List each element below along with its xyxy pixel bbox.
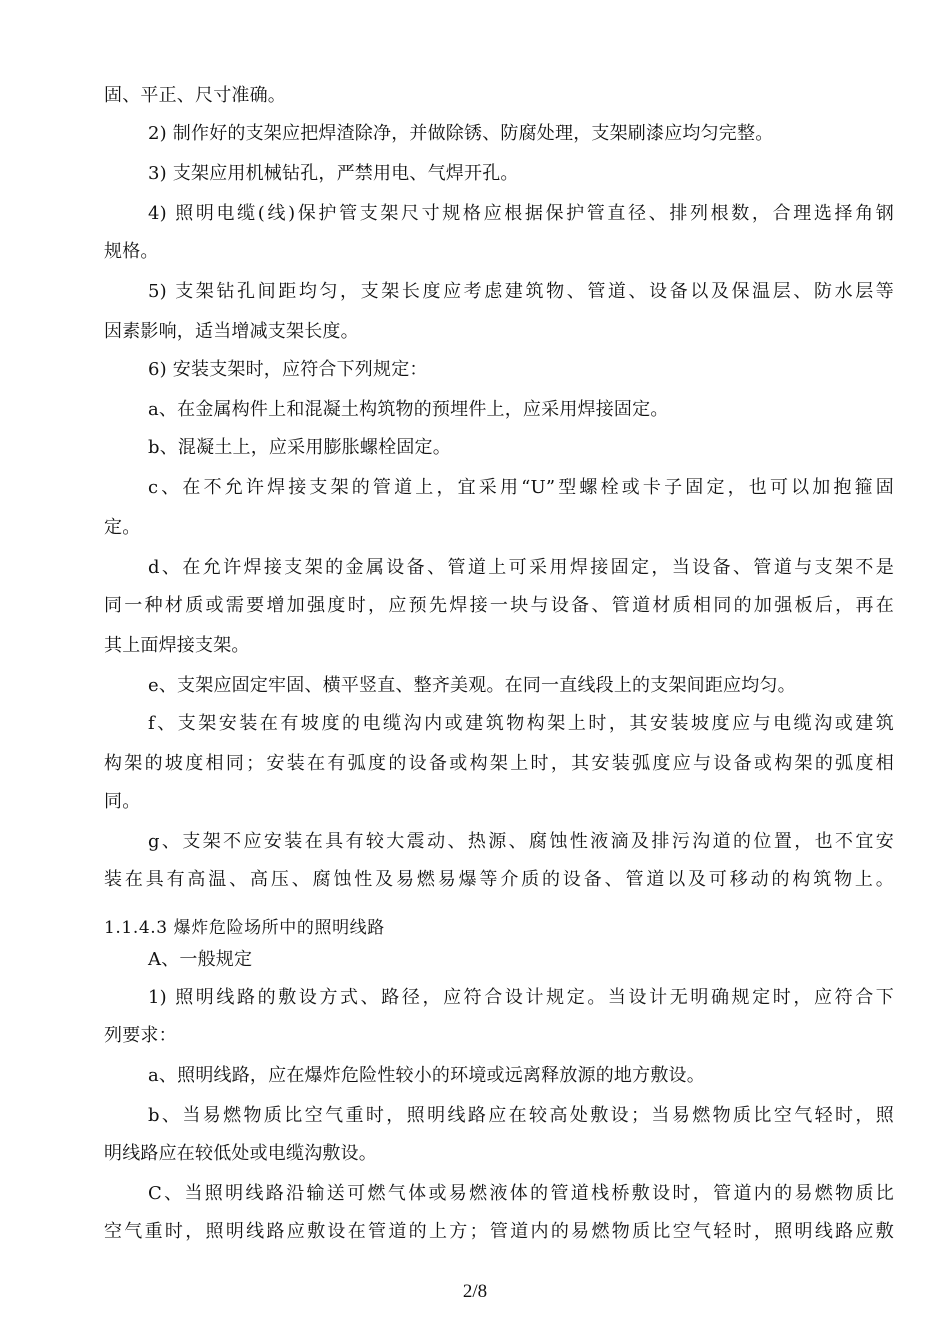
- text-line: 构架的坡度相同；安装在有弧度的设备或构架上时，其安装弧度应与设备或构架的弧度相: [104, 753, 894, 774]
- text-line: 3) 支架应用机械钻孔，严禁用电、气焊开孔。: [148, 163, 519, 184]
- text-line: c、在不允许焊接支架的管道上，宜采用“U”型螺栓或卡子固定，也可以加抱箍固: [148, 477, 894, 498]
- text-line: 空气重时，照明线路应敷设在管道的上方；管道内的易燃物质比空气轻时，照明线路应敷: [104, 1221, 894, 1242]
- text-line: 规格。: [104, 241, 159, 262]
- text-line: g、支架不应安装在具有较大震动、热源、腐蚀性液滴及排污沟道的位置，也不宜安: [148, 831, 894, 852]
- text-line: e、支架应固定牢固、横平竖直、整齐美观。在同一直线段上的支架间距应均匀。: [148, 675, 796, 696]
- text-line: d、在允许焊接支架的金属设备、管道上可采用焊接固定，当设备、管道与支架不是: [148, 557, 894, 578]
- text-line: 定。: [104, 517, 141, 538]
- text-line: 同。: [104, 791, 141, 812]
- text-line: 明线路应在较低处或电缆沟敷设。: [104, 1143, 377, 1164]
- text-line: 其上面焊接支架。: [104, 635, 250, 656]
- text-line: 同一种材质或需要增加强度时，应预先焊接一块与设备、管道材质相同的加强板后，再在: [104, 595, 894, 616]
- text-line: b、混凝土上，应采用膨胀螺栓固定。: [148, 437, 451, 458]
- text-line: 列要求：: [104, 1025, 177, 1046]
- text-line: 因素影响，适当增减支架长度。: [104, 321, 359, 342]
- text-line: 1) 照明线路的敷设方式、路径，应符合设计规定。当设计无明确规定时，应符合下: [148, 987, 894, 1008]
- text-line: f、支架安装在有坡度的电缆沟内或建筑物构架上时，其安装坡度应与电缆沟或建筑: [148, 713, 894, 734]
- text-line: 装在具有高温、高压、腐蚀性及易燃易爆等介质的设备、管道以及可移动的构筑物上。: [104, 869, 894, 890]
- text-line: a、在金属构件上和混凝土构筑物的预埋件上，应采用焊接固定。: [148, 399, 669, 420]
- text-line: 固、平正、尺寸准确。: [104, 85, 286, 106]
- text-line: 4) 照明电缆(线)保护管支架尺寸规格应根据保护管直径、排列根数，合理选择角钢: [148, 203, 894, 224]
- text-line: 2) 制作好的支架应把焊渣除净，并做除锈、防腐处理，支架刷漆应均匀完整。: [148, 123, 774, 144]
- text-line: a、照明线路，应在爆炸危险性较小的环境或远离释放源的地方敷设。: [148, 1065, 705, 1086]
- section-heading: 1.1.4.3 爆炸危险场所中的照明线路: [104, 918, 385, 938]
- page-number: 2/8: [462, 1281, 488, 1302]
- subsection-heading: A、一般规定: [148, 949, 253, 970]
- text-line: 6) 安装支架时，应符合下列规定：: [148, 359, 428, 380]
- text-line: C、当照明线路沿输送可燃气体或易燃液体的管道栈桥敷设时，管道内的易燃物质比: [148, 1183, 894, 1204]
- text-line: 5) 支架钻孔间距均匀，支架长度应考虑建筑物、管道、设备以及保温层、防水层等: [148, 281, 894, 302]
- text-line: b、当易燃物质比空气重时，照明线路应在较高处敷设；当易燃物质比空气轻时，照: [148, 1105, 894, 1126]
